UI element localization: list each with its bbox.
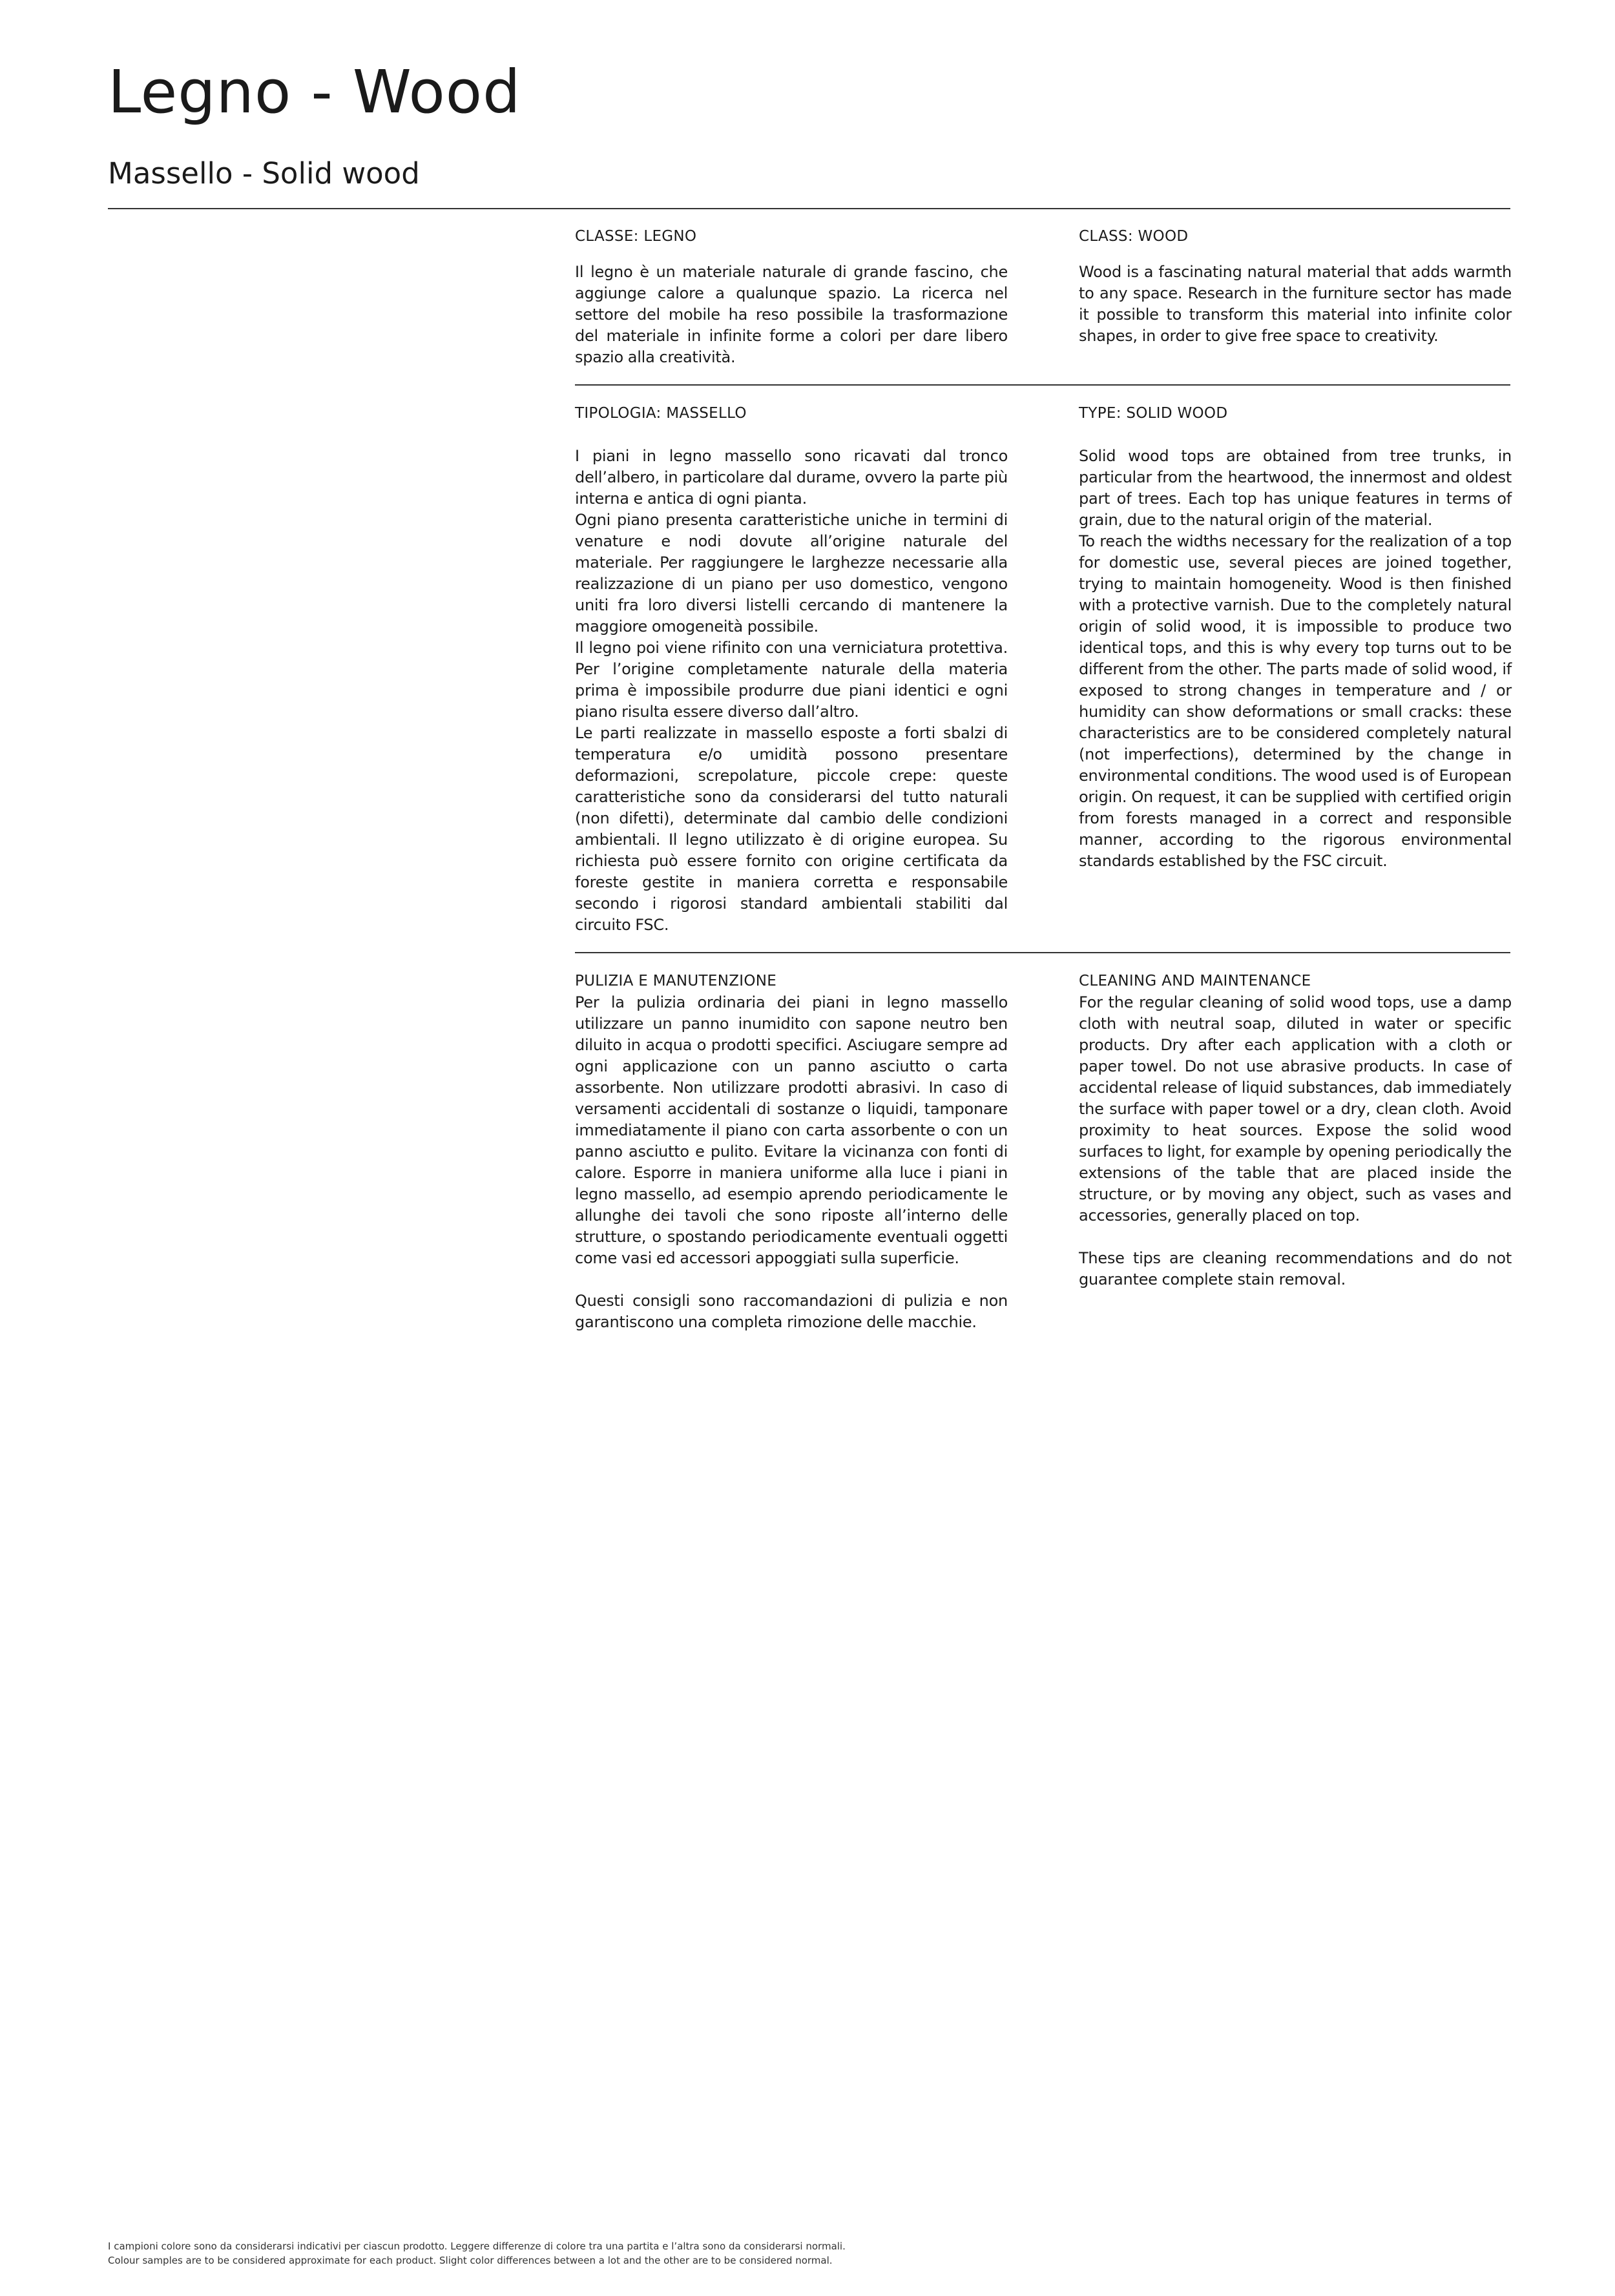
class-body-en: Wood is a fascinating natural material that adds warmth to any space. Research in the furniture sector has made it possible to transform this material into infinite color shapes, in order to give free space to creativity. — [1079, 263, 1512, 345]
cleaning-body-en: For the regular cleaning of solid wood tops, use a damp cloth with neutral soap, diluted in water or specific products. Dry after each application with a cloth or paper towel. Do not use abrasive products. In case of accidental release of liquid substances, dab immediately the surface with paper towel or a dry, clean cloth. Avoid proximity to heat sources. Expose the solid wood surfaces to light, for example by opening periodically the extensions of the table that are placed inside the structure, or by moving any object, such as vases and accessories, generally placed on top. These tips are cleaning recommendations and do not guarantee complete stain removal. — [1079, 993, 1512, 1288]
class-heading-en: CLASS: WOOD — [1079, 228, 1189, 245]
type-section-it — [575, 403, 1008, 936]
type-body-en: Solid wood tops are obtained from tree trunks, in particular from the heartwood, the innermost and oldest part of trees. Each top has unique features in terms of grain, due to the natural origin of the material. To reach the widths necessary for the realization of a top for domestic use, several pieces are joined together, trying to maintain homogeneity. Wood is then finished with a protective varnish. Due to the completely natural origin of solid wood, it is impossible to produce two identical tops, and this is why every top turns out to be different from the other. The parts made of solid wood, if exposed to strong changes in temperature and / or humidity can show deformations or small cracks: these characteristics are to be considered completely natural (not imperfections), determined by the change in environmental conditions. The wood used is of European origin. On request, it can be supplied with certified origin from forests managed in a correct and responsible manner, according to the rigorous environmental standards established by the FSC circuit. — [1079, 447, 1512, 870]
footer-note-en: Colour samples are to be considered approximate for each product. Slight color differences between a lot and the other are to be considered normal. — [108, 2255, 833, 2266]
divider-top — [108, 208, 1510, 209]
page-subtitle: Massello - Solid wood — [108, 156, 420, 191]
cleaning-body-it: Per la pulizia ordinaria dei piani in legno massello utilizzare un panno inumidito con sapone neutro ben diluito in acqua o prodotti specifici. Asciugare sempre ad ogni applicazione con un panno asciutto o carta assorbente. Non utilizzare prodotti abrasivi. In caso di versamenti accidentali di sostanze o liquidi, tamponare immediatamente il piano con carta assorbente o con un panno asciutto e pulito. Evitare la vicinanza con fonti di calore. Esporre in maniera uniforme alla luce i piani in legno massello, ad esempio aprendo periodicamente le allunghe dei tavoli che sono riposte all’interno delle strutture, o spostando periodicamente eventuali oggetti come vasi ed accessori appoggiati sulla superficie. Questi consigli sono raccomandazioni di pulizia e non garantiscono una completa rimozione delle macchie. — [575, 993, 1008, 1331]
cleaning-heading-it: PULIZIA E MANUTENZIONE — [575, 973, 777, 989]
cleaning-section-it — [575, 971, 1008, 1333]
class-section-en — [1079, 226, 1512, 347]
class-section-it — [575, 226, 1008, 368]
class-body-it: Il legno è un materiale naturale di grande fascino, che aggiunge calore a qualunque spazio. La ricerca nel settore del mobile ha reso possibile la trasformazione del materiale in infinite forme a colori per dare libero spazio alla creatività. — [575, 263, 1008, 366]
type-heading-it: TIPOLOGIA: MASSELLO — [575, 405, 747, 422]
divider-class-type — [575, 384, 1510, 386]
type-body-it: I piani in legno massello sono ricavati dal tronco dell’albero, in particolare dal durame, ovvero la parte più interna e antica di ogni pianta. Ogni piano presenta caratteristiche uniche in termini di venature e nodi dovute all’origine naturale del materiale. Per raggiungere le larghezze necessarie alla realizzazione di un piano per uso domestico, vengono uniti fra loro diversi listelli cercando di mantenere la maggiore omogeneità possibile. Il legno poi viene rifinito con una verniciatura protettiva. Per l’origine completamente naturale della materia prima è impossibile produrre due piani identici e ogni piano risulta essere diverso dall’altro. Le parti realizzate in massello esposte a forti sbalzi di temperatura e/o umidità possono presentare deformazioni, screpolature, piccole crepe: queste caratteristiche sono da considerarsi del tutto naturali (non difetti), determinate dal cambio delle condizioni ambientali. Il legno utilizzato è di origine europea. Su richiesta può essere fornito con origine certificata da foreste gestite in maniera corretta e responsabile secondo i rigorosi standard ambientali stabiliti dal circuito FSC. — [575, 447, 1008, 934]
type-heading-en: TYPE: SOLID WOOD — [1079, 405, 1228, 422]
footer-note — [108, 2239, 1510, 2268]
page-title: Legno - Wood — [108, 57, 521, 127]
footer-note-it: I campioni colore sono da considerarsi indicativi per ciascun prodotto. Leggere differenze di colore tra una partita e l’altra sono da considerarsi normali. — [108, 2240, 846, 2252]
cleaning-heading-en: CLEANING AND MAINTENANCE — [1079, 973, 1311, 989]
class-heading-it: CLASSE: LEGNO — [575, 228, 697, 245]
type-section-en — [1079, 403, 1512, 872]
cleaning-section-en — [1079, 971, 1512, 1290]
divider-type-cleaning — [575, 952, 1510, 953]
